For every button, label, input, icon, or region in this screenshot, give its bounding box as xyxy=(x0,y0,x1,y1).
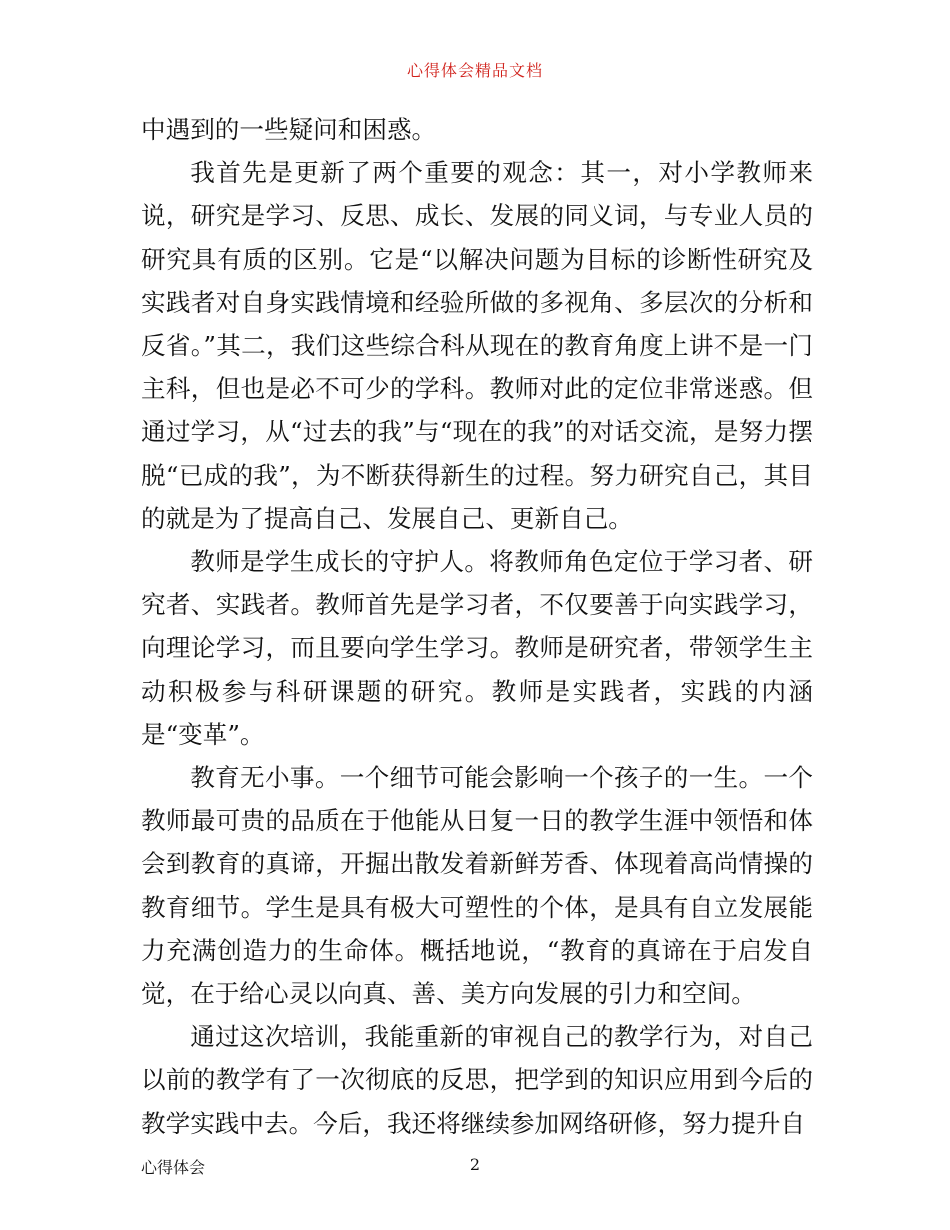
page-footer-label: 心得体会 xyxy=(141,1158,206,1177)
paragraph-continued: 中遇到的一些疑问和困惑。 xyxy=(141,115,437,144)
paragraph-training-reflection: 通过这次培训，我能重新的审视自己的教学行为，对自己以前的教学有了一次彻底的反思，把学到的知识应用到今后的教学实践中去。今后，我还将继续参加网络研修，努力提升自 xyxy=(141,1022,813,1138)
document-body xyxy=(141,108,813,1145)
page-number: 2 xyxy=(469,1155,481,1174)
paragraph-education-details: 教育无小事。一个细节可能会影响一个孩子的一生。一个教师最可贵的品质在于他能从日复一日的教学生涯中领悟和体会到教育的真谛，开掘出散发着新鲜芳香、体现着高尚情操的教育细节。学生是具有极大可塑性的个体，是具有自立发展能力充满创造力的生命体。概括地说，“教育的真谛在于启发自觉，在于给心灵以向真、善、美方向发展的引力和空间。 xyxy=(141,763,813,1009)
paragraph-concepts: 我首先是更新了两个重要的观念：其一，对小学教师来说，研究是学习、反思、成长、发展的同义词，与专业人员的研究具有质的区别。它是“以解决问题为目标的诊断性研究及实践者对自身实践情境和经验所做的多视角、多层次的分析和反省。”其二，我们这些综合科从现在的教育角度上讲不是一门主科，但也是必不可少的学科。教师对此的定位非常迷惑。但通过学习，从“过去的我”与“现在的我”的对话交流，是努力摆脱“已成的我”，为不断获得新生的过程。努力研究自己，其目的就是为了提高自己、发展自己、更新自己。 xyxy=(141,158,813,533)
paragraph-teacher-roles: 教师是学生成长的守护人。将教师角色定位于学习者、研究者、实践者。教师首先是学习者，不仅要善于向实践学习，向理论学习，而且要向学生学习。教师是研究者，带领学生主动积极参与科研课题的研究。教师是实践者，实践的内涵是“变革”。 xyxy=(141,547,813,749)
page-header-title: 心得体会精品文档 xyxy=(406,61,543,80)
